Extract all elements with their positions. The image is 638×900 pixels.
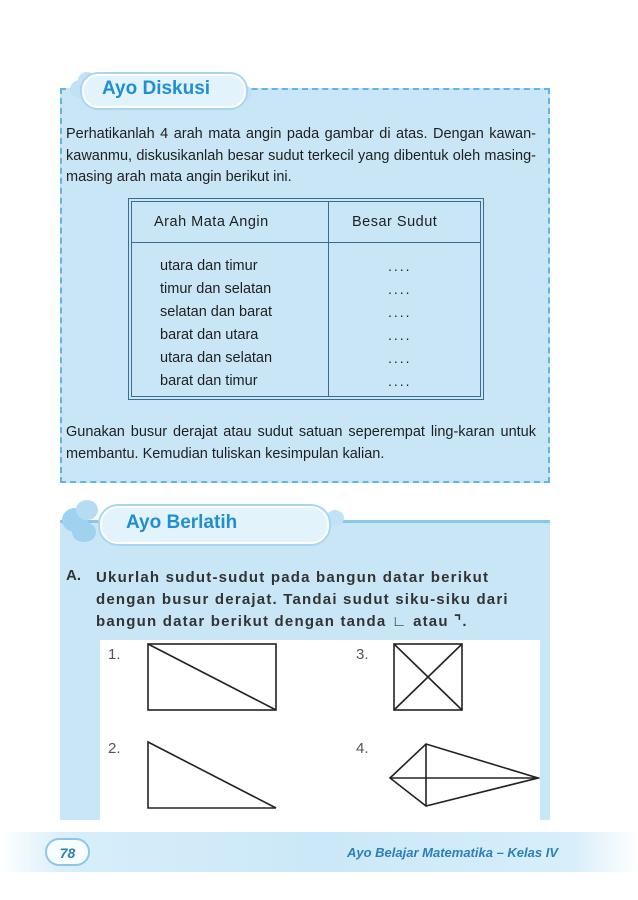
table-cell-direction: barat dan timur bbox=[160, 373, 258, 389]
table-cell-direction: barat dan utara bbox=[160, 327, 259, 343]
direction-table bbox=[128, 198, 484, 400]
shape-number-2: 2. bbox=[108, 740, 121, 757]
table-cell-angle: .... bbox=[388, 304, 412, 320]
header-direction: Arah Mata Angin bbox=[154, 214, 269, 230]
table-cell-direction: timur dan selatan bbox=[160, 281, 272, 297]
header-angle: Besar Sudut bbox=[352, 214, 438, 230]
table-cell-angle: .... bbox=[388, 281, 412, 297]
square-shape bbox=[394, 644, 462, 710]
column-divider bbox=[328, 202, 329, 396]
shapes-drawing bbox=[100, 640, 540, 820]
discussion-title: Ayo Diskusi bbox=[102, 78, 211, 99]
table-cell-direction: utara dan selatan bbox=[160, 350, 273, 366]
right-triangle-shape bbox=[148, 742, 276, 808]
exercise-letter: A. bbox=[66, 567, 81, 584]
practice-title: Ayo Berlatih bbox=[126, 512, 238, 533]
shape-number-3: 3. bbox=[356, 646, 369, 663]
shapes-figure bbox=[100, 640, 540, 820]
practice-title-tag bbox=[60, 500, 350, 550]
table-cell-direction: utara dan timur bbox=[160, 258, 258, 274]
discussion-closing: Gunakan busur derajat atau sudut satuan seperempat ling-karan untuk membantu. Kemudian tuliskan kesimpulan kalian. bbox=[66, 424, 536, 462]
kite-shape bbox=[390, 744, 538, 806]
shape-number-1: 1. bbox=[108, 646, 121, 663]
book-title: Ayo Belajar Matematika – Kelas IV bbox=[347, 845, 558, 860]
table-cell-angle: .... bbox=[388, 327, 412, 343]
discussion-title-tag bbox=[70, 70, 255, 108]
page-number-badge bbox=[45, 838, 90, 866]
shape-number-4: 4. bbox=[356, 740, 369, 757]
exercise-instruction: Ukurlah sudut-sudut pada bangun datar berikut dengan busur derajat. Tandai sudut siku-siku dari bangun datar berikut dengan tanda ∟ atau ⌝. bbox=[96, 569, 509, 630]
table-cell-direction: selatan dan barat bbox=[160, 304, 273, 320]
table-header-row bbox=[132, 202, 480, 243]
rectangle-shape bbox=[148, 644, 276, 710]
table-cell-angle: .... bbox=[388, 258, 412, 274]
page-number: 78 bbox=[59, 845, 76, 861]
table-cell-angle: .... bbox=[388, 373, 412, 389]
table-cell-angle: .... bbox=[388, 350, 412, 366]
discussion-intro: Perhatikanlah 4 arah mata angin pada gambar di atas. Dengan kawan-kawanmu, diskusikanlah besar sudut terkecil yang dibentuk oleh masing-masing arah mata angin berikut ini. bbox=[66, 126, 536, 185]
